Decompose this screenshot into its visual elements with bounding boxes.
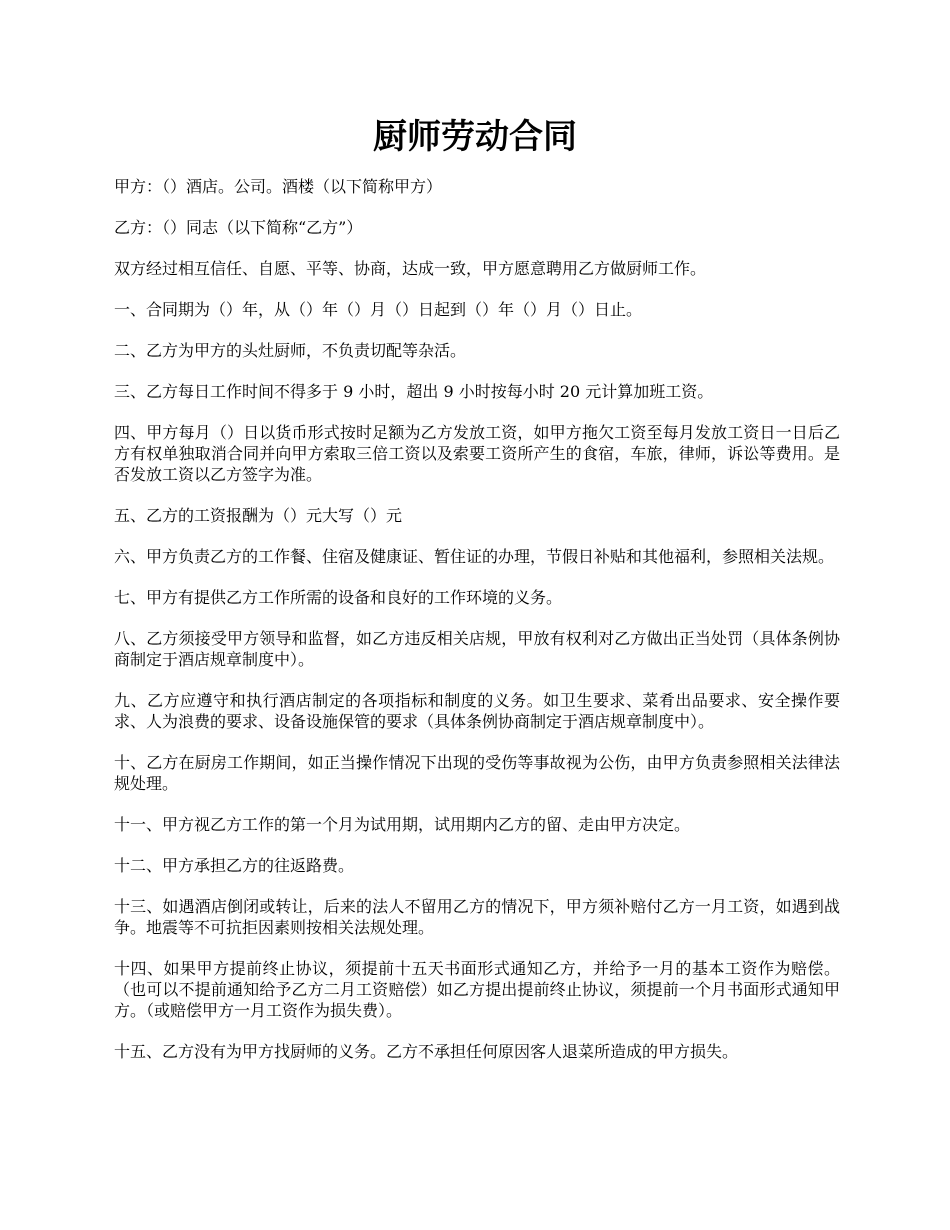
clause-14: 十四、如果甲方提前终止协议，须提前十五天书面形式通知乙方，并给予一月的基本工资作为赔偿。（也可以不提前通知给予乙方二月工资赔偿）如乙方提出提前终止协议，须提前一个月书面形式通知甲方。（或赔偿甲方一月工资作为损失费）。 — [114, 959, 840, 1020]
clause-3: 三、乙方每日工作时间不得多于 9 小时，超出 9 小时按每小时 20 元计算加班工资。 — [114, 382, 714, 401]
document-body — [114, 176, 840, 1082]
clause-13: 十三、如遇酒店倒闭或转让，后来的法人不留用乙方的情况下，甲方须补赔付乙方一月工资，如遇到战争。地震等不可抗拒因素则按相关法规处理。 — [114, 897, 840, 937]
clause-9: 九、乙方应遵守和执行酒店制定的各项指标和制度的义务。如卫生要求、菜肴出品要求、安全操作要求、人为浪费的要求、设备设施保管的要求（具体条例协商制定于酒店规章制度中）。 — [114, 691, 840, 731]
clause-7: 七、甲方有提供乙方工作所需的设备和良好的工作环境的义务。 — [114, 588, 563, 607]
document-title: 厨师劳动合同 — [373, 117, 577, 157]
clause-11: 十一、甲方视乙方工作的第一个月为试用期，试用期内乙方的留、走由甲方决定。 — [114, 815, 691, 834]
clause-6: 六、甲方负责乙方的工作餐、住宿及健康证、暂住证的办理，节假日补贴和其他福利，参照相关法规。 — [114, 547, 835, 566]
clause-10: 十、乙方在厨房工作期间，如正当操作情况下出现的受伤等事故视为公伤，由甲方负责参照相关法律法规处理。 — [114, 753, 840, 793]
clause-5: 五、乙方的工资报酬为（）元大写（）元 — [114, 506, 403, 525]
party-b-line: 乙方：（）同志（以下简称“乙方”） — [114, 218, 363, 237]
clause-1: 一、合同期为（）年，从（）年（）月（）日起到（）年（）月（）日止。 — [114, 300, 643, 319]
clause-2: 二、乙方为甲方的头灶厨师，不负责切配等杂活。 — [114, 341, 467, 360]
party-a-line: 甲方：（）酒店。公司。酒楼（以下简称甲方） — [114, 177, 443, 196]
clause-4: 四、甲方每月（）日以货币形式按时足额为乙方发放工资，如甲方拖欠工资至每月发放工资日一日后乙方有权单独取消合同并向甲方索取三倍工资以及索要工资所产生的食宿，车旅，律师，诉讼等费用。是否发放工资以乙方签字为准。 — [114, 423, 840, 484]
clause-15: 十五、乙方没有为甲方找厨师的义务。乙方不承担任何原因客人退菜所造成的甲方损失。 — [114, 1042, 739, 1061]
preamble: 双方经过相互信任、自愿、平等、协商，达成一致，甲方愿意聘用乙方做厨师工作。 — [114, 259, 707, 278]
clause-8: 八、乙方须接受甲方领导和监督，如乙方违反相关店规，甲放有权利对乙方做出正当处罚（具体条例协商制定于酒店规章制度中）。 — [114, 629, 840, 669]
clause-12: 十二、甲方承担乙方的往返路费。 — [114, 856, 355, 875]
